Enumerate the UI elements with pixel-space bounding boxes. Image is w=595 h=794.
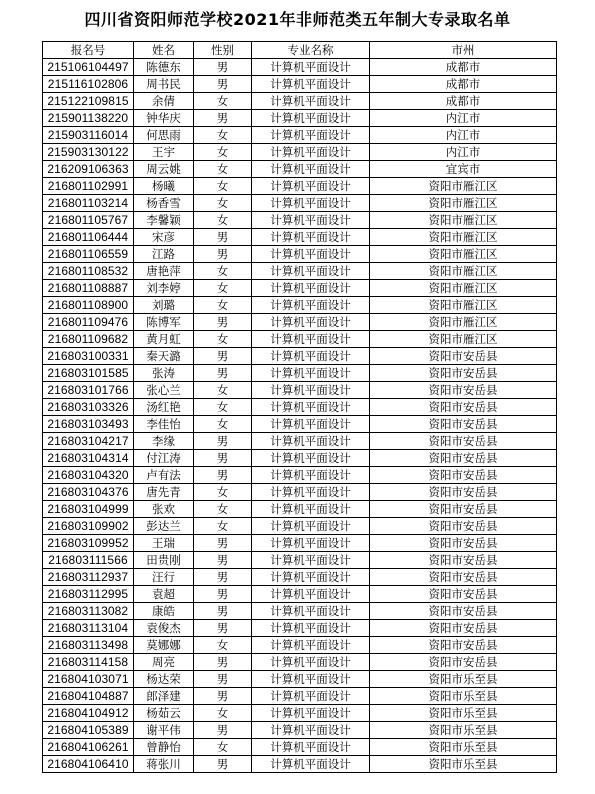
table-row [43, 161, 557, 178]
gender-cell: 男 [194, 552, 252, 569]
gender-cell: 女 [194, 399, 252, 416]
student-name-cell: 杨香雪 [134, 195, 194, 212]
table-row [43, 433, 557, 450]
table-row [43, 569, 557, 586]
student-name-cell: 余倩 [134, 93, 194, 110]
registration-number-cell: 215106104497 [43, 59, 134, 76]
city-cell: 资阳市乐至县 [370, 705, 557, 722]
gender-cell: 男 [194, 246, 252, 263]
registration-number-cell: 216804104912 [43, 705, 134, 722]
major-cell: 计算机平面设计 [252, 399, 370, 416]
table-row [43, 654, 557, 671]
city-cell: 资阳市乐至县 [370, 722, 557, 739]
gender-cell: 男 [194, 348, 252, 365]
student-name-cell: 黄月虹 [134, 331, 194, 348]
student-name-cell: 李缘 [134, 433, 194, 450]
city-cell: 资阳市雁江区 [370, 331, 557, 348]
student-name-cell: 唐艳萍 [134, 263, 194, 280]
table-row [43, 518, 557, 535]
city-cell: 资阳市雁江区 [370, 280, 557, 297]
student-name-cell: 莫娜娜 [134, 637, 194, 654]
table-row [43, 450, 557, 467]
student-name-cell: 曾静怡 [134, 739, 194, 756]
major-cell: 计算机平面设计 [252, 59, 370, 76]
registration-number-cell: 215122109815 [43, 93, 134, 110]
registration-number-cell: 216801102991 [43, 178, 134, 195]
registration-number-cell: 216801109682 [43, 331, 134, 348]
student-name-cell: 周云姚 [134, 161, 194, 178]
gender-cell: 女 [194, 161, 252, 178]
table-row [43, 586, 557, 603]
table-row [43, 331, 557, 348]
major-cell: 计算机平面设计 [252, 433, 370, 450]
table-row [43, 76, 557, 93]
major-cell: 计算机平面设计 [252, 178, 370, 195]
registration-number-cell: 216801103214 [43, 195, 134, 212]
table-row [43, 246, 557, 263]
city-cell: 资阳市雁江区 [370, 178, 557, 195]
city-cell: 资阳市安岳县 [370, 450, 557, 467]
registration-number-cell: 216803113104 [43, 620, 134, 637]
student-name-cell: 汪行 [134, 569, 194, 586]
registration-number-cell: 216209106363 [43, 161, 134, 178]
major-cell: 计算机平面设计 [252, 535, 370, 552]
gender-cell: 男 [194, 450, 252, 467]
table-row [43, 688, 557, 705]
student-name-cell: 王宇 [134, 144, 194, 161]
table-row [43, 671, 557, 688]
registration-number-cell: 216803113082 [43, 603, 134, 620]
table-row [43, 552, 557, 569]
gender-cell: 女 [194, 484, 252, 501]
gender-cell: 男 [194, 603, 252, 620]
registration-number-cell: 216801109476 [43, 314, 134, 331]
major-cell: 计算机平面设计 [252, 246, 370, 263]
gender-cell: 女 [194, 331, 252, 348]
student-name-cell: 郎泽建 [134, 688, 194, 705]
city-cell: 资阳市安岳县 [370, 654, 557, 671]
city-cell: 资阳市安岳县 [370, 365, 557, 382]
gender-cell: 男 [194, 688, 252, 705]
student-name-cell: 刘璐 [134, 297, 194, 314]
table-row [43, 467, 557, 484]
registration-number-cell: 216803112937 [43, 569, 134, 586]
gender-cell: 男 [194, 433, 252, 450]
table-row [43, 501, 557, 518]
student-name-cell: 李佳怡 [134, 416, 194, 433]
column-header-gender: 性别 [194, 42, 252, 59]
city-cell: 成都市 [370, 76, 557, 93]
registration-number-cell: 216801108887 [43, 280, 134, 297]
major-cell: 计算机平面设计 [252, 705, 370, 722]
major-cell: 计算机平面设计 [252, 263, 370, 280]
major-cell: 计算机平面设计 [252, 671, 370, 688]
city-cell: 资阳市雁江区 [370, 263, 557, 280]
city-cell: 资阳市安岳县 [370, 518, 557, 535]
major-cell: 计算机平面设计 [252, 518, 370, 535]
major-cell: 计算机平面设计 [252, 586, 370, 603]
column-header-major: 专业名称 [252, 42, 370, 59]
registration-number-cell: 216804106261 [43, 739, 134, 756]
table-row [43, 416, 557, 433]
table-row [43, 348, 557, 365]
city-cell: 资阳市雁江区 [370, 195, 557, 212]
major-cell: 计算机平面设计 [252, 739, 370, 756]
gender-cell: 男 [194, 314, 252, 331]
admission-table [42, 41, 557, 773]
registration-number-cell: 216803104314 [43, 450, 134, 467]
major-cell: 计算机平面设计 [252, 620, 370, 637]
registration-number-cell: 216801106444 [43, 229, 134, 246]
city-cell: 资阳市乐至县 [370, 756, 557, 773]
gender-cell: 男 [194, 110, 252, 127]
city-cell: 资阳市安岳县 [370, 433, 557, 450]
city-cell: 资阳市安岳县 [370, 603, 557, 620]
registration-number-cell: 215116102806 [43, 76, 134, 93]
column-header-name: 姓名 [134, 42, 194, 59]
student-name-cell: 秦天潞 [134, 348, 194, 365]
registration-number-cell: 216803103326 [43, 399, 134, 416]
table-row [43, 229, 557, 246]
table-row [43, 178, 557, 195]
student-name-cell: 杨达荣 [134, 671, 194, 688]
registration-number-cell: 216801108900 [43, 297, 134, 314]
student-name-cell: 付江涛 [134, 450, 194, 467]
city-cell: 成都市 [370, 93, 557, 110]
student-name-cell: 宋彦 [134, 229, 194, 246]
column-header-registration-number: 报名号 [43, 42, 134, 59]
registration-number-cell: 216803103493 [43, 416, 134, 433]
student-name-cell: 刘李婷 [134, 280, 194, 297]
city-cell: 资阳市安岳县 [370, 416, 557, 433]
city-cell: 资阳市安岳县 [370, 586, 557, 603]
gender-cell: 男 [194, 535, 252, 552]
gender-cell: 男 [194, 586, 252, 603]
city-cell: 内江市 [370, 127, 557, 144]
gender-cell: 男 [194, 76, 252, 93]
city-cell: 资阳市雁江区 [370, 246, 557, 263]
registration-number-cell: 216801108532 [43, 263, 134, 280]
page-title: 四川省资阳师范学校2021年非师范类五年制大专录取名单 [84, 10, 511, 29]
major-cell: 计算机平面设计 [252, 688, 370, 705]
city-cell: 资阳市雁江区 [370, 297, 557, 314]
table-row [43, 59, 557, 76]
registration-number-cell: 216803104376 [43, 484, 134, 501]
gender-cell: 女 [194, 195, 252, 212]
table-row [43, 144, 557, 161]
table-row [43, 756, 557, 773]
major-cell: 计算机平面设计 [252, 93, 370, 110]
city-cell: 成都市 [370, 59, 557, 76]
gender-cell: 女 [194, 382, 252, 399]
student-name-cell: 彭达兰 [134, 518, 194, 535]
student-name-cell: 王瑞 [134, 535, 194, 552]
student-name-cell: 何思雨 [134, 127, 194, 144]
major-cell: 计算机平面设计 [252, 297, 370, 314]
table-row [43, 705, 557, 722]
city-cell: 宜宾市 [370, 161, 557, 178]
table-row [43, 280, 557, 297]
registration-number-cell: 216804104887 [43, 688, 134, 705]
city-cell: 资阳市安岳县 [370, 484, 557, 501]
student-name-cell: 汤红艳 [134, 399, 194, 416]
student-name-cell: 周亮 [134, 654, 194, 671]
table-row [43, 603, 557, 620]
student-name-cell: 江路 [134, 246, 194, 263]
city-cell: 资阳市雁江区 [370, 229, 557, 246]
gender-cell: 女 [194, 144, 252, 161]
major-cell: 计算机平面设计 [252, 161, 370, 178]
column-header-city: 市州 [370, 42, 557, 59]
student-name-cell: 蒋张川 [134, 756, 194, 773]
city-cell: 资阳市安岳县 [370, 467, 557, 484]
gender-cell: 男 [194, 620, 252, 637]
city-cell: 内江市 [370, 110, 557, 127]
major-cell: 计算机平面设计 [252, 365, 370, 382]
student-name-cell: 田贵刚 [134, 552, 194, 569]
city-cell: 资阳市安岳县 [370, 637, 557, 654]
student-name-cell: 钟华庆 [134, 110, 194, 127]
major-cell: 计算机平面设计 [252, 110, 370, 127]
registration-number-cell: 216803109902 [43, 518, 134, 535]
city-cell: 内江市 [370, 144, 557, 161]
table-row [43, 93, 557, 110]
major-cell: 计算机平面设计 [252, 314, 370, 331]
table-row [43, 382, 557, 399]
city-cell: 资阳市乐至县 [370, 671, 557, 688]
table-row [43, 365, 557, 382]
city-cell: 资阳市安岳县 [370, 552, 557, 569]
table-header-row [43, 42, 557, 59]
registration-number-cell: 216803113498 [43, 637, 134, 654]
city-cell: 资阳市安岳县 [370, 348, 557, 365]
registration-number-cell: 215903130122 [43, 144, 134, 161]
major-cell: 计算机平面设计 [252, 569, 370, 586]
gender-cell: 男 [194, 671, 252, 688]
city-cell: 资阳市安岳县 [370, 399, 557, 416]
major-cell: 计算机平面设计 [252, 501, 370, 518]
gender-cell: 男 [194, 654, 252, 671]
major-cell: 计算机平面设计 [252, 756, 370, 773]
student-name-cell: 张心兰 [134, 382, 194, 399]
city-cell: 资阳市雁江区 [370, 212, 557, 229]
city-cell: 资阳市乐至县 [370, 739, 557, 756]
table-row [43, 212, 557, 229]
city-cell: 资阳市安岳县 [370, 501, 557, 518]
registration-number-cell: 216803101766 [43, 382, 134, 399]
registration-number-cell: 216804106410 [43, 756, 134, 773]
major-cell: 计算机平面设计 [252, 484, 370, 501]
gender-cell: 女 [194, 212, 252, 229]
registration-number-cell: 216803112995 [43, 586, 134, 603]
major-cell: 计算机平面设计 [252, 212, 370, 229]
gender-cell: 女 [194, 705, 252, 722]
gender-cell: 男 [194, 229, 252, 246]
student-name-cell: 杨茹云 [134, 705, 194, 722]
registration-number-cell: 216803101585 [43, 365, 134, 382]
table-row [43, 297, 557, 314]
gender-cell: 女 [194, 127, 252, 144]
major-cell: 计算机平面设计 [252, 603, 370, 620]
table-row [43, 722, 557, 739]
city-cell: 资阳市乐至县 [370, 688, 557, 705]
major-cell: 计算机平面设计 [252, 722, 370, 739]
major-cell: 计算机平面设计 [252, 654, 370, 671]
registration-number-cell: 216803104320 [43, 467, 134, 484]
registration-number-cell: 216803100331 [43, 348, 134, 365]
major-cell: 计算机平面设计 [252, 382, 370, 399]
student-name-cell: 张欢 [134, 501, 194, 518]
registration-number-cell: 216803104999 [43, 501, 134, 518]
table-row [43, 314, 557, 331]
student-name-cell: 谢平伟 [134, 722, 194, 739]
major-cell: 计算机平面设计 [252, 229, 370, 246]
city-cell: 资阳市安岳县 [370, 569, 557, 586]
student-name-cell: 唐先青 [134, 484, 194, 501]
major-cell: 计算机平面设计 [252, 280, 370, 297]
student-name-cell: 陈博军 [134, 314, 194, 331]
gender-cell: 女 [194, 297, 252, 314]
student-name-cell: 张涛 [134, 365, 194, 382]
table-row [43, 739, 557, 756]
major-cell: 计算机平面设计 [252, 416, 370, 433]
gender-cell: 女 [194, 280, 252, 297]
gender-cell: 女 [194, 501, 252, 518]
gender-cell: 女 [194, 178, 252, 195]
student-name-cell: 袁俊杰 [134, 620, 194, 637]
gender-cell: 男 [194, 756, 252, 773]
table-row [43, 484, 557, 501]
gender-cell: 男 [194, 59, 252, 76]
major-cell: 计算机平面设计 [252, 552, 370, 569]
registration-number-cell: 216803104217 [43, 433, 134, 450]
gender-cell: 女 [194, 518, 252, 535]
registration-number-cell: 216803109952 [43, 535, 134, 552]
student-name-cell: 卢有法 [134, 467, 194, 484]
registration-number-cell: 216804103071 [43, 671, 134, 688]
student-name-cell: 杨曦 [134, 178, 194, 195]
registration-number-cell: 216803114158 [43, 654, 134, 671]
table-row [43, 620, 557, 637]
major-cell: 计算机平面设计 [252, 76, 370, 93]
major-cell: 计算机平面设计 [252, 195, 370, 212]
gender-cell: 女 [194, 263, 252, 280]
student-name-cell: 康皓 [134, 603, 194, 620]
table-row [43, 263, 557, 280]
student-name-cell: 袁超 [134, 586, 194, 603]
gender-cell: 女 [194, 416, 252, 433]
major-cell: 计算机平面设计 [252, 467, 370, 484]
registration-number-cell: 216803111566 [43, 552, 134, 569]
registration-number-cell: 215901138220 [43, 110, 134, 127]
gender-cell: 男 [194, 722, 252, 739]
major-cell: 计算机平面设计 [252, 127, 370, 144]
registration-number-cell: 216804105389 [43, 722, 134, 739]
table-row [43, 195, 557, 212]
gender-cell: 男 [194, 365, 252, 382]
city-cell: 资阳市雁江区 [370, 314, 557, 331]
major-cell: 计算机平面设计 [252, 637, 370, 654]
city-cell: 资阳市安岳县 [370, 535, 557, 552]
table-body [43, 59, 557, 773]
registration-number-cell: 216801105767 [43, 212, 134, 229]
major-cell: 计算机平面设计 [252, 144, 370, 161]
gender-cell: 男 [194, 467, 252, 484]
gender-cell: 男 [194, 569, 252, 586]
major-cell: 计算机平面设计 [252, 348, 370, 365]
registration-number-cell: 216801106559 [43, 246, 134, 263]
registration-number-cell: 215903116014 [43, 127, 134, 144]
table-row [43, 399, 557, 416]
city-cell: 资阳市安岳县 [370, 620, 557, 637]
student-name-cell: 李馨颖 [134, 212, 194, 229]
gender-cell: 女 [194, 739, 252, 756]
table-row [43, 535, 557, 552]
gender-cell: 女 [194, 93, 252, 110]
student-name-cell: 周书民 [134, 76, 194, 93]
table-row [43, 637, 557, 654]
major-cell: 计算机平面设计 [252, 450, 370, 467]
student-name-cell: 陈德东 [134, 59, 194, 76]
table-row [43, 127, 557, 144]
major-cell: 计算机平面设计 [252, 331, 370, 348]
city-cell: 资阳市安岳县 [370, 382, 557, 399]
table-row [43, 110, 557, 127]
gender-cell: 女 [194, 637, 252, 654]
